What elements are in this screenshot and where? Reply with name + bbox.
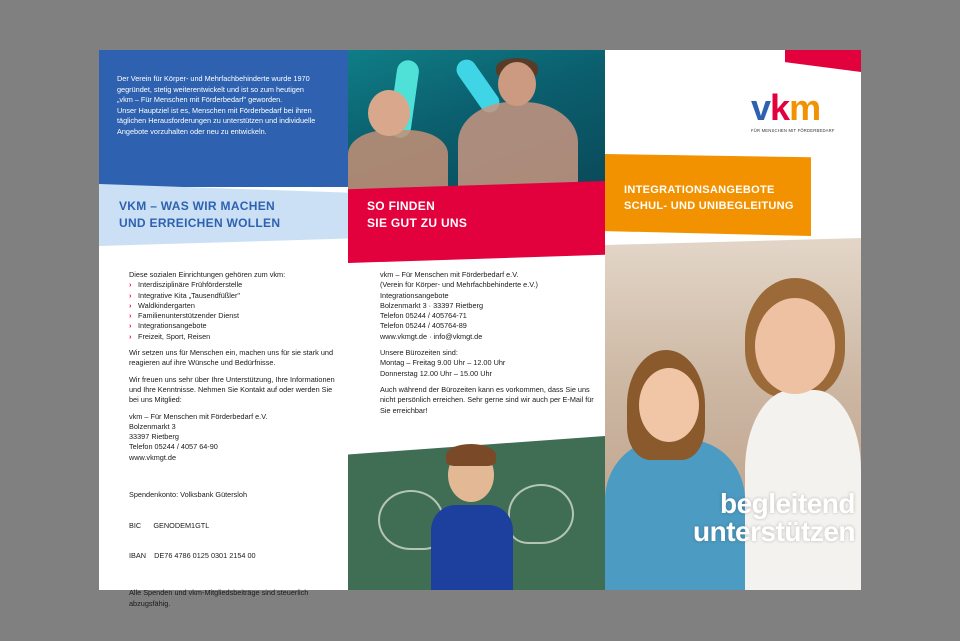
boy-shirt <box>431 505 513 590</box>
bank-line: BIC GENODEM1GTL <box>129 520 210 530</box>
section-title-line: UND ERREICHEN WOLLEN <box>119 216 281 230</box>
section-title-contact <box>367 198 467 232</box>
vkm-logo <box>751 87 851 140</box>
logo-letter: v <box>751 87 771 128</box>
woman-face <box>755 298 835 394</box>
contact-web-email[interactable]: www.vkmgt.de · info@vkmgt.de <box>380 331 483 341</box>
address-block <box>129 412 339 463</box>
contact-line: Telefon 05244 / 405764-89 <box>380 321 467 331</box>
list-item: › Waldkindergarten <box>129 301 339 311</box>
section-title-line: SIE GUT ZU UNS <box>367 216 468 230</box>
panel-contact <box>348 50 605 590</box>
intro-paragraph: Der Verein für Körper- und Mehrfachbehinderte wurde 1970 gegründet, stetig weiterentwickelt und ist so zum heutigen „vkm – Für Menschen mit Förderbedarf" geworden. <box>117 74 310 105</box>
hours-line: Montag – Freitag 9.00 Uhr – 12.00 Uhr <box>380 358 506 368</box>
about-paragraph: Wir setzen uns für Menschen ein, machen uns für sie stark und reagieren auf ihre Wünsche und Bedürfnisse. <box>129 348 334 368</box>
slogan <box>625 490 855 546</box>
swimmer-head <box>368 90 410 136</box>
panel-cover <box>605 50 861 590</box>
contact-address <box>380 270 595 342</box>
section-title-about <box>119 198 280 232</box>
list-item: › Integrationsangebote <box>129 321 339 331</box>
bank-block <box>129 469 339 582</box>
address-line: Bolzenmarkt 3 <box>129 421 176 431</box>
logo-letter: m <box>789 87 821 128</box>
contact-line: (Verein für Körper- und Mehrfachbehinderte e.V.) <box>380 280 538 290</box>
section-title-line: VKM – WAS WIR MACHEN <box>119 199 275 213</box>
photo-swimming-pool <box>348 50 605 190</box>
swimmer <box>348 130 448 190</box>
intro-text <box>117 74 317 138</box>
flyer-sheet <box>99 50 861 608</box>
slogan-line: unterstützen <box>693 516 855 547</box>
section-title-line: SO FINDEN <box>367 199 436 213</box>
swimmer <box>458 102 578 192</box>
address-line: 33397 Rietberg <box>129 432 179 442</box>
address-line: vkm – Für Menschen mit Förderbedarf e.V. <box>129 411 268 421</box>
contact-line: vkm – Für Menschen mit Förderbedarf e.V. <box>380 270 519 279</box>
bank-line: IBAN DE76 4786 0125 0301 2154 00 <box>129 551 256 561</box>
contact-body <box>380 270 595 422</box>
list-item: › Interdisziplinäre Frühförderstelle <box>129 280 339 290</box>
list-item: › Familienunterstützender Dienst <box>129 311 339 321</box>
address-line: Telefon 05244 / 4057 64-90 <box>129 442 218 452</box>
contact-line: Telefon 05244 / 405764-71 <box>380 311 467 321</box>
intro-paragraph: Unser Hauptziel ist es, Menschen mit Förderbedarf bei ihren täglichen Herausforderungen zu unterstützen und individuelle Angebote vorzuhalten oder neu zu entwickeln. <box>117 105 316 136</box>
office-hours <box>380 348 595 379</box>
section-title-line: SCHUL- UND UNIBEGLEITUNG <box>624 200 794 212</box>
chalk-muscle-arm <box>508 484 574 544</box>
bank-line: Spendenkonto: Volksbank Gütersloh <box>129 489 248 499</box>
slogan-line: begleitend <box>719 488 855 519</box>
logo-wordmark <box>751 87 851 128</box>
about-paragraph: Wir freuen uns sehr über Ihre Unterstützung, Ihre Informationen und Ihre Kenntnisse. Nehmen Sie Kontakt auf oder werden Sie bei uns Mitglied: <box>129 374 335 405</box>
section-title-line: INTEGRATIONSANGEBOTE <box>624 184 775 196</box>
boy-hair <box>446 444 496 466</box>
section-title-integration <box>624 182 794 214</box>
facilities-intro: Diese sozialen Einrichtungen gehören zum vkm: <box>129 270 286 279</box>
contact-line: Bolzenmarkt 3 · 33397 Rietberg <box>380 300 484 310</box>
logo-letter: k <box>770 87 790 128</box>
website-link[interactable]: www.vkmgt.de <box>129 452 177 462</box>
contact-line: Integrationsangebote <box>380 290 449 300</box>
swimmer-head <box>498 62 536 106</box>
about-body <box>129 270 339 615</box>
hours-line: Unsere Bürozeiten sind: <box>380 348 458 358</box>
girl-face <box>639 368 699 442</box>
list-item: › Integrative Kita „Tausendfüßler" <box>129 291 339 301</box>
list-item: › Freizeit, Sport, Reisen <box>129 332 339 342</box>
red-corner-accent <box>785 50 861 72</box>
hours-line: Donnerstag 12.00 Uhr – 15.00 Uhr <box>380 368 492 378</box>
facilities-list <box>129 280 339 342</box>
panel-about <box>99 50 348 608</box>
logo-tagline: FÜR MENSCHEN MIT FÖRDERBEDARF <box>751 128 835 133</box>
contact-note: Auch während der Bürozeiten kann es vorkommen, dass Sie uns nicht persönlich erreichen. Sehr gerne sind wir auch per E-Mail für Sie erreichbar! <box>380 384 594 415</box>
tax-note: Alle Spenden und vkm-Mitgliedsbeiträge sind steuerlich abzugsfähig. <box>129 588 309 608</box>
